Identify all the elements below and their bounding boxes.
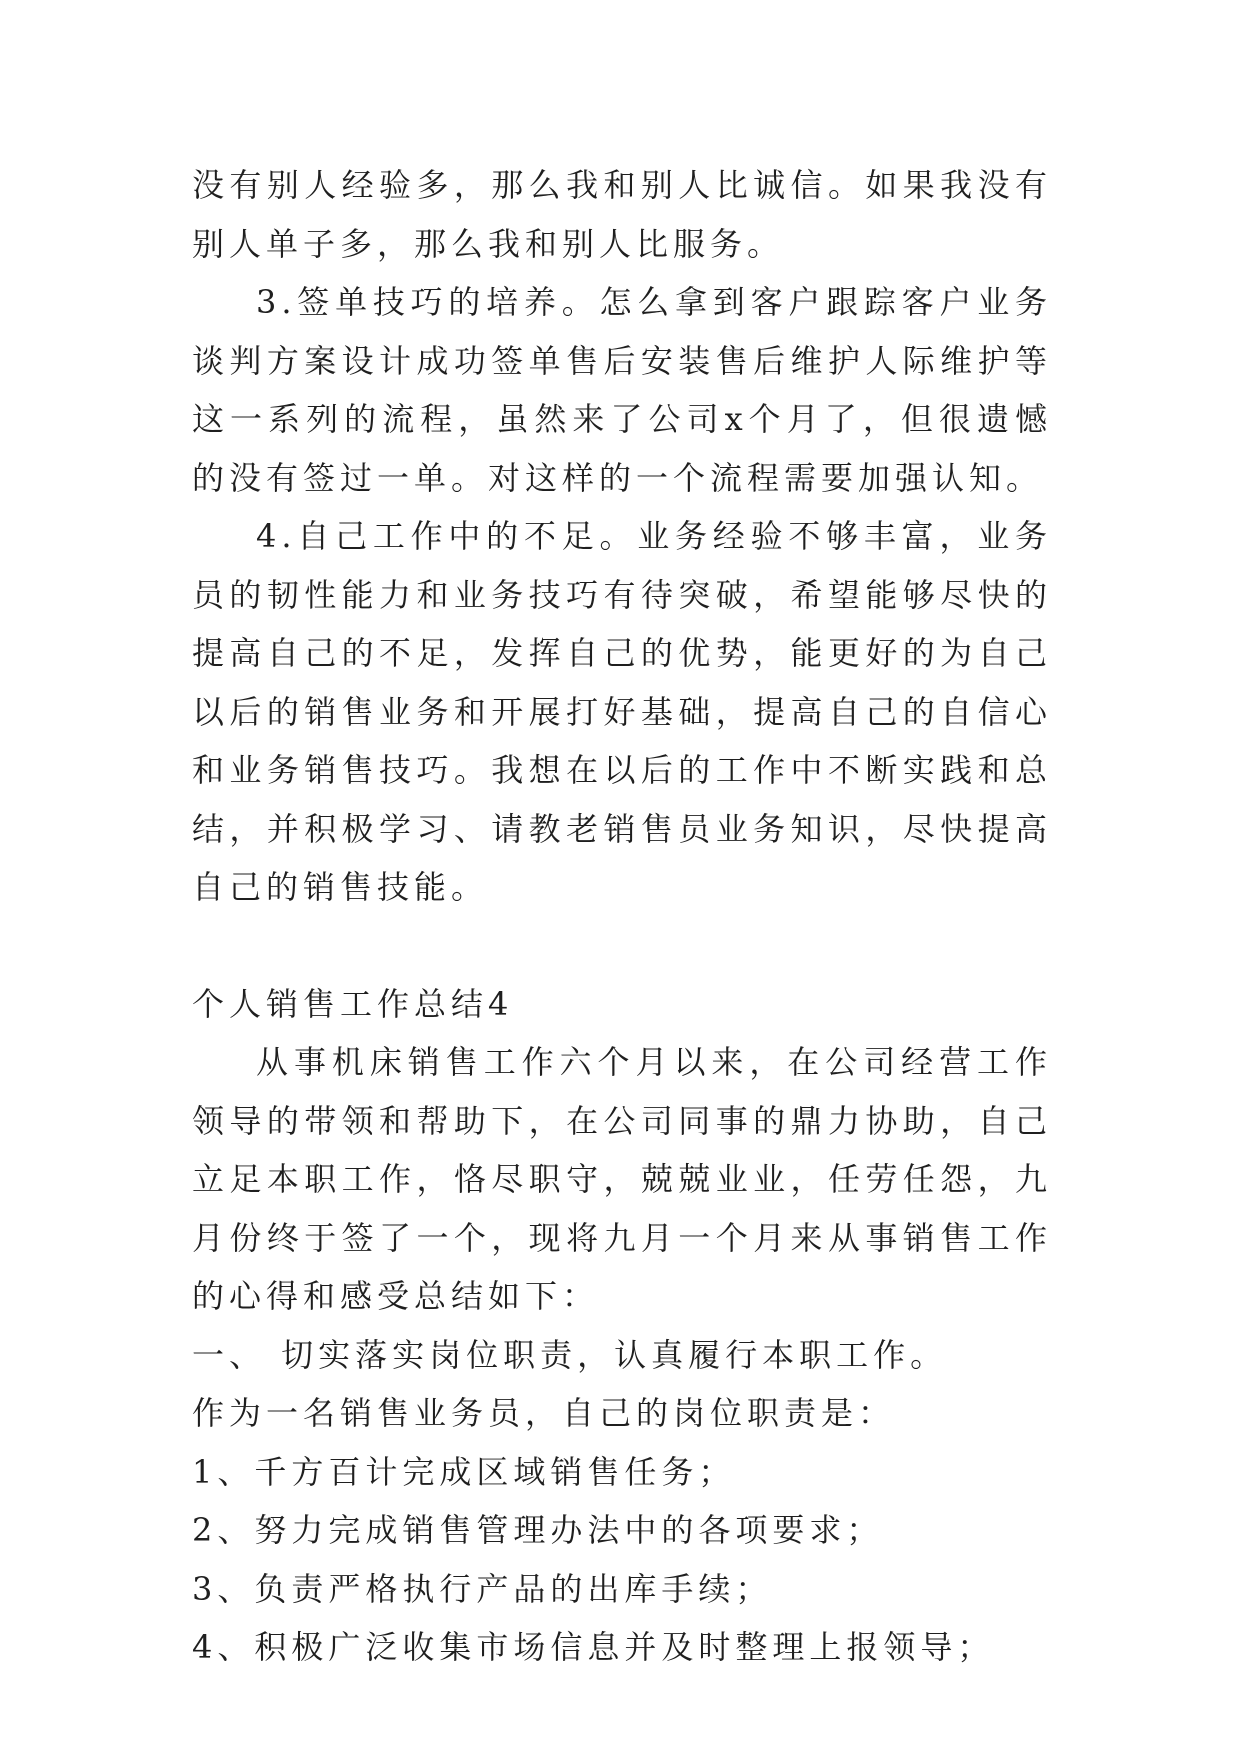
- duty-item-3: 3、负责严格执行产品的出库手续；: [192, 1569, 773, 1608]
- duty-item-1: 1、千方百计完成区域销售任务；: [192, 1452, 736, 1491]
- paragraph-shortcomings: 4.自己工作中的不足。业务经验不够丰富，业务员的韧性能力和业务技巧有待突破，希望能够尽快的提高自己的不足，发挥自己的优势，能更好的为自己以后的销售业务和开展打好基础，提高自己的自信心和业务销售技巧。我想在以后的工作中不断实践和总结，并积极学习、请教老销售员业务知识，尽快提高自己的销售技能。: [192, 517, 1052, 906]
- heading-one: 一、 切实落实岗位职责，认真履行本职工作。: [192, 1335, 948, 1374]
- paragraph-continuation: 没有别人经验多，那么我和别人比诚信。如果我没有别人单子多，那么我和别人比服务。: [192, 166, 1052, 263]
- section-intro: 从事机床销售工作六个月以来，在公司经营工作领导的带领和帮助下，在公司同事的鼎力协助，自己立足本职工作，恪尽职守，兢兢业业，任劳任怨，九月份终于签了一个，现将九月一个月来从事销售工作的心得和感受总结如下：: [192, 1043, 1052, 1315]
- duty-item-4: 4、积极广泛收集市场信息并及时整理上报领导；: [192, 1628, 995, 1666]
- section-title: 个人销售工作总结4: [192, 984, 514, 1023]
- paragraph-signing-skills: 3.签单技巧的培养。怎么拿到客户跟踪客户业务谈判方案设计成功签单售后安装售后维护人际维护等这一系列的流程，虽然来了公司x个月了，但很遗憾的没有签过一单。对这样的一个流程需要加强认知。: [192, 283, 1052, 497]
- duty-item-2: 2、努力完成销售管理办法中的各项要求；: [192, 1511, 884, 1549]
- duty-intro: 作为一名销售业务员，自己的岗位职责是：: [192, 1394, 896, 1432]
- document-body: [192, 156, 1052, 1677]
